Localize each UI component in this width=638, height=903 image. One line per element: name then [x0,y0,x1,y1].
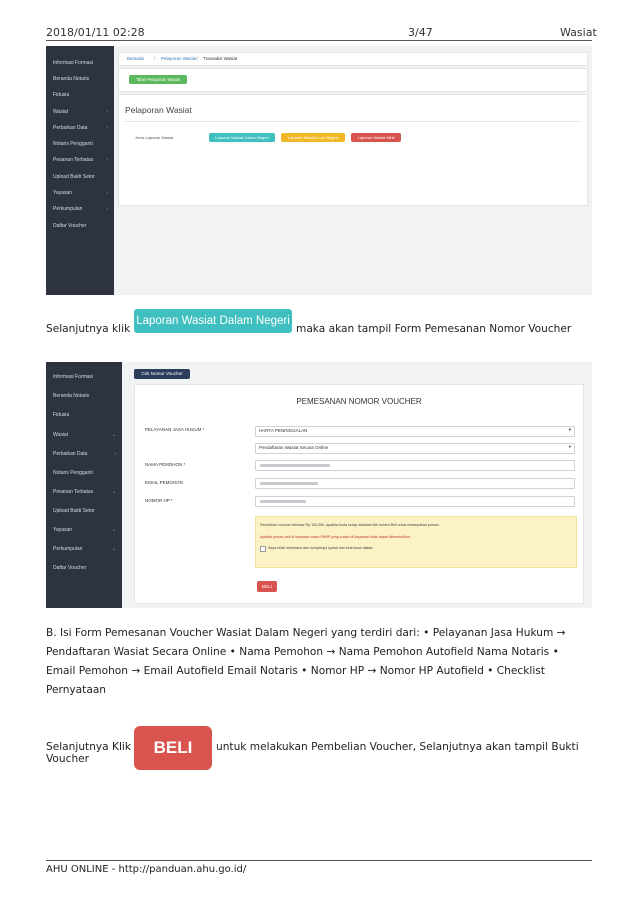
pelayanan-value: HARTA PENINGGALAN [259,428,308,433]
jenis-pelayanan-select[interactable] [255,443,575,454]
beli-button[interactable]: BELI [257,581,277,592]
sidebar-item-notaris-pengganti[interactable]: Notaris Pengganti [53,470,93,476]
checkbox-label: Saya telah membaca dan menyetujui syarat dan ketentuan diatas. [268,546,374,550]
jenis-pelayanan-value: Pendaftaran Wasiat Secara Online [259,445,329,450]
form-title: PEMESANAN NOMOR VOUCHER [296,397,422,406]
notice-line-1: Pembelian voucher sebesar Rp 100.000, apabila Anda setuju silahkan klik tombol Beli untuk melanjutkan proses. [260,523,440,527]
header-datetime: 2018/01/11 02:28 [46,26,145,39]
sidebar-item-daftar-voucher[interactable]: Daftar Voucher [53,223,87,229]
inline-beli-button: BELI [134,726,212,770]
sidebar-item-upload[interactable]: Upload Bukti Setor [53,508,95,514]
sidebar-item-perbaikan[interactable]: Perbaikan Data › [53,125,108,131]
pelayanan-label: PELAYANAN JASA HUKUM * [145,427,205,432]
chevron-icon: ⌄ [111,546,116,552]
blurred-value [260,500,306,503]
sidebar-item-perkumpulan[interactable]: Perkumpulan ⌄ [53,546,116,552]
sidebar-item-wasiat[interactable]: Wasiat ⌄ [53,432,116,438]
main-content [122,362,592,608]
cek-nomor-voucher-button[interactable]: Cek Nomor Voucher [134,369,190,379]
sidebar-item-beranda[interactable]: Beranda Notaris [53,393,90,399]
breadcrumb-parent[interactable]: Pelaporan Wasiat [161,56,197,61]
tab-bar [118,68,588,92]
header-page-number: 3/47 [408,26,433,39]
notice-box [255,516,577,568]
email-label: EMAIL PEMOHON [145,480,183,485]
panel-divider [125,121,581,122]
notice-line-2: Apabila proses beli di lanjutkan maka PNBP yang sudah di bayarkan tidak dapat dikembalikan. [260,535,411,539]
sidebar-item-informasi[interactable]: Informasi Formasi [53,60,94,66]
breadcrumb-current: Transaksi Wasiat [203,56,238,61]
para1-after: maka akan tampil Form Pemesanan Nomor Voucher [296,323,572,335]
chevron-icon: › [106,109,108,115]
blurred-value [260,464,330,467]
pelayanan-select[interactable] [255,426,575,437]
laporan-nihil-button[interactable]: Laporan Wasiat Nihil [351,133,401,142]
nomor-hp-field[interactable] [255,496,575,507]
laporan-dalam-negeri-button[interactable]: Laporan Wasiat Dalam Negeri [209,133,275,142]
sidebar-item-pesanan[interactable]: Pesanan Terbatas › [53,157,108,163]
chevron-icon: ⌄ [111,432,116,438]
pelaporan-panel [118,94,588,206]
sidebar-item-pesanan[interactable]: Pesanan Terbatas ⌄ [53,489,116,495]
chevron-icon: › [106,157,108,163]
pernyataan-checkbox[interactable] [260,546,266,552]
main-content [114,46,592,295]
nama-label: NAMA PEMOHON * [145,462,186,467]
chevron-icon: ⌄ [111,489,116,495]
header-divider [46,40,592,41]
chevron-icon: › [114,451,116,457]
breadcrumb-sep: / [154,56,156,61]
sidebar-item-perbaikan[interactable]: Perbaikan Data › [53,451,116,457]
sidebar-item-perkumpulan[interactable]: Perkumpulan › [53,206,108,212]
screenshot-pemesanan-voucher [46,362,592,608]
breadcrumb-home[interactable]: Beranda [127,56,145,61]
chevron-icon: › [106,190,108,196]
screenshot-pelaporan-wasiat [46,46,592,295]
voucher-form [134,384,584,604]
sidebar-item-informasi[interactable]: Informasi Formasi [53,374,94,380]
sidebar-item-yayasan[interactable]: Yayasan › [53,190,108,196]
para3-line2: Voucher [46,753,90,765]
tabel-pelaporan-button[interactable]: Tabel Pelaporan Wasiat [129,75,187,84]
email-pemohon-field[interactable] [255,478,575,489]
para3-before: Selanjutnya Klik [46,741,132,753]
laporan-luar-negeri-button[interactable]: Laporan Wasiat Luar Negeri [281,133,345,142]
inline-laporan-dalam-negeri-button: Laporan Wasiat Dalam Negeri [134,309,292,333]
panel-title: Pelaporan Wasiat [125,105,192,115]
chevron-icon: ⌄ [111,527,116,533]
sidebar-item-daftar-voucher[interactable]: Daftar Voucher [53,565,87,571]
blurred-value [260,482,318,485]
jenis-laporan-label: Jenis Laporan Wasiat [135,135,174,140]
sidebar [46,46,114,295]
nama-pemohon-field[interactable] [255,460,575,471]
sidebar-item-fidusia[interactable]: Fidusia [53,412,70,418]
sidebar-item-yayasan[interactable]: Yayasan ⌄ [53,527,116,533]
para2: B. Isi Form Pemesanan Voucher Wasiat Dalam Negeri yang terdiri dari: • Pelayanan Jasa Hukum → Pendaftaran Wasiat Secara Online • Nama Pemohon → Nama Pemohon Autofield Nama Notaris • Email Pemohon → Email Autofield Email Notaris • Nomor HP → Nomor HP Autofield • Checklist Pernyataan [46,627,566,696]
footer-divider [46,860,592,861]
footer-text: AHU ONLINE - http://panduan.ahu.go.id/ [46,864,247,875]
breadcrumb [118,52,588,66]
caret-down-icon: ▾ [568,428,571,433]
sidebar-item-fidusia[interactable]: Fidusia [53,92,70,98]
header-title: Wasiat [560,26,597,39]
sidebar-item-wasiat[interactable]: Wasiat › [53,109,108,115]
chevron-icon: › [106,125,108,131]
chevron-icon: › [106,206,108,212]
hp-label: NOMOR HP * [145,498,173,503]
caret-down-icon: ▾ [568,445,571,450]
sidebar-item-beranda[interactable]: Beranda Notaris [53,76,90,82]
breadcrumb-sep: / [197,56,199,61]
sidebar-item-notaris-pengganti[interactable]: Notaris Pengganti [53,141,93,147]
para1-before: Selanjutnya klik [46,323,131,335]
para3-after: untuk melakukan Pembelian Voucher, Selanjutnya akan tampil Bukti [216,741,579,753]
sidebar-item-upload[interactable]: Upload Bukti Setor [53,174,95,180]
sidebar [46,362,122,608]
